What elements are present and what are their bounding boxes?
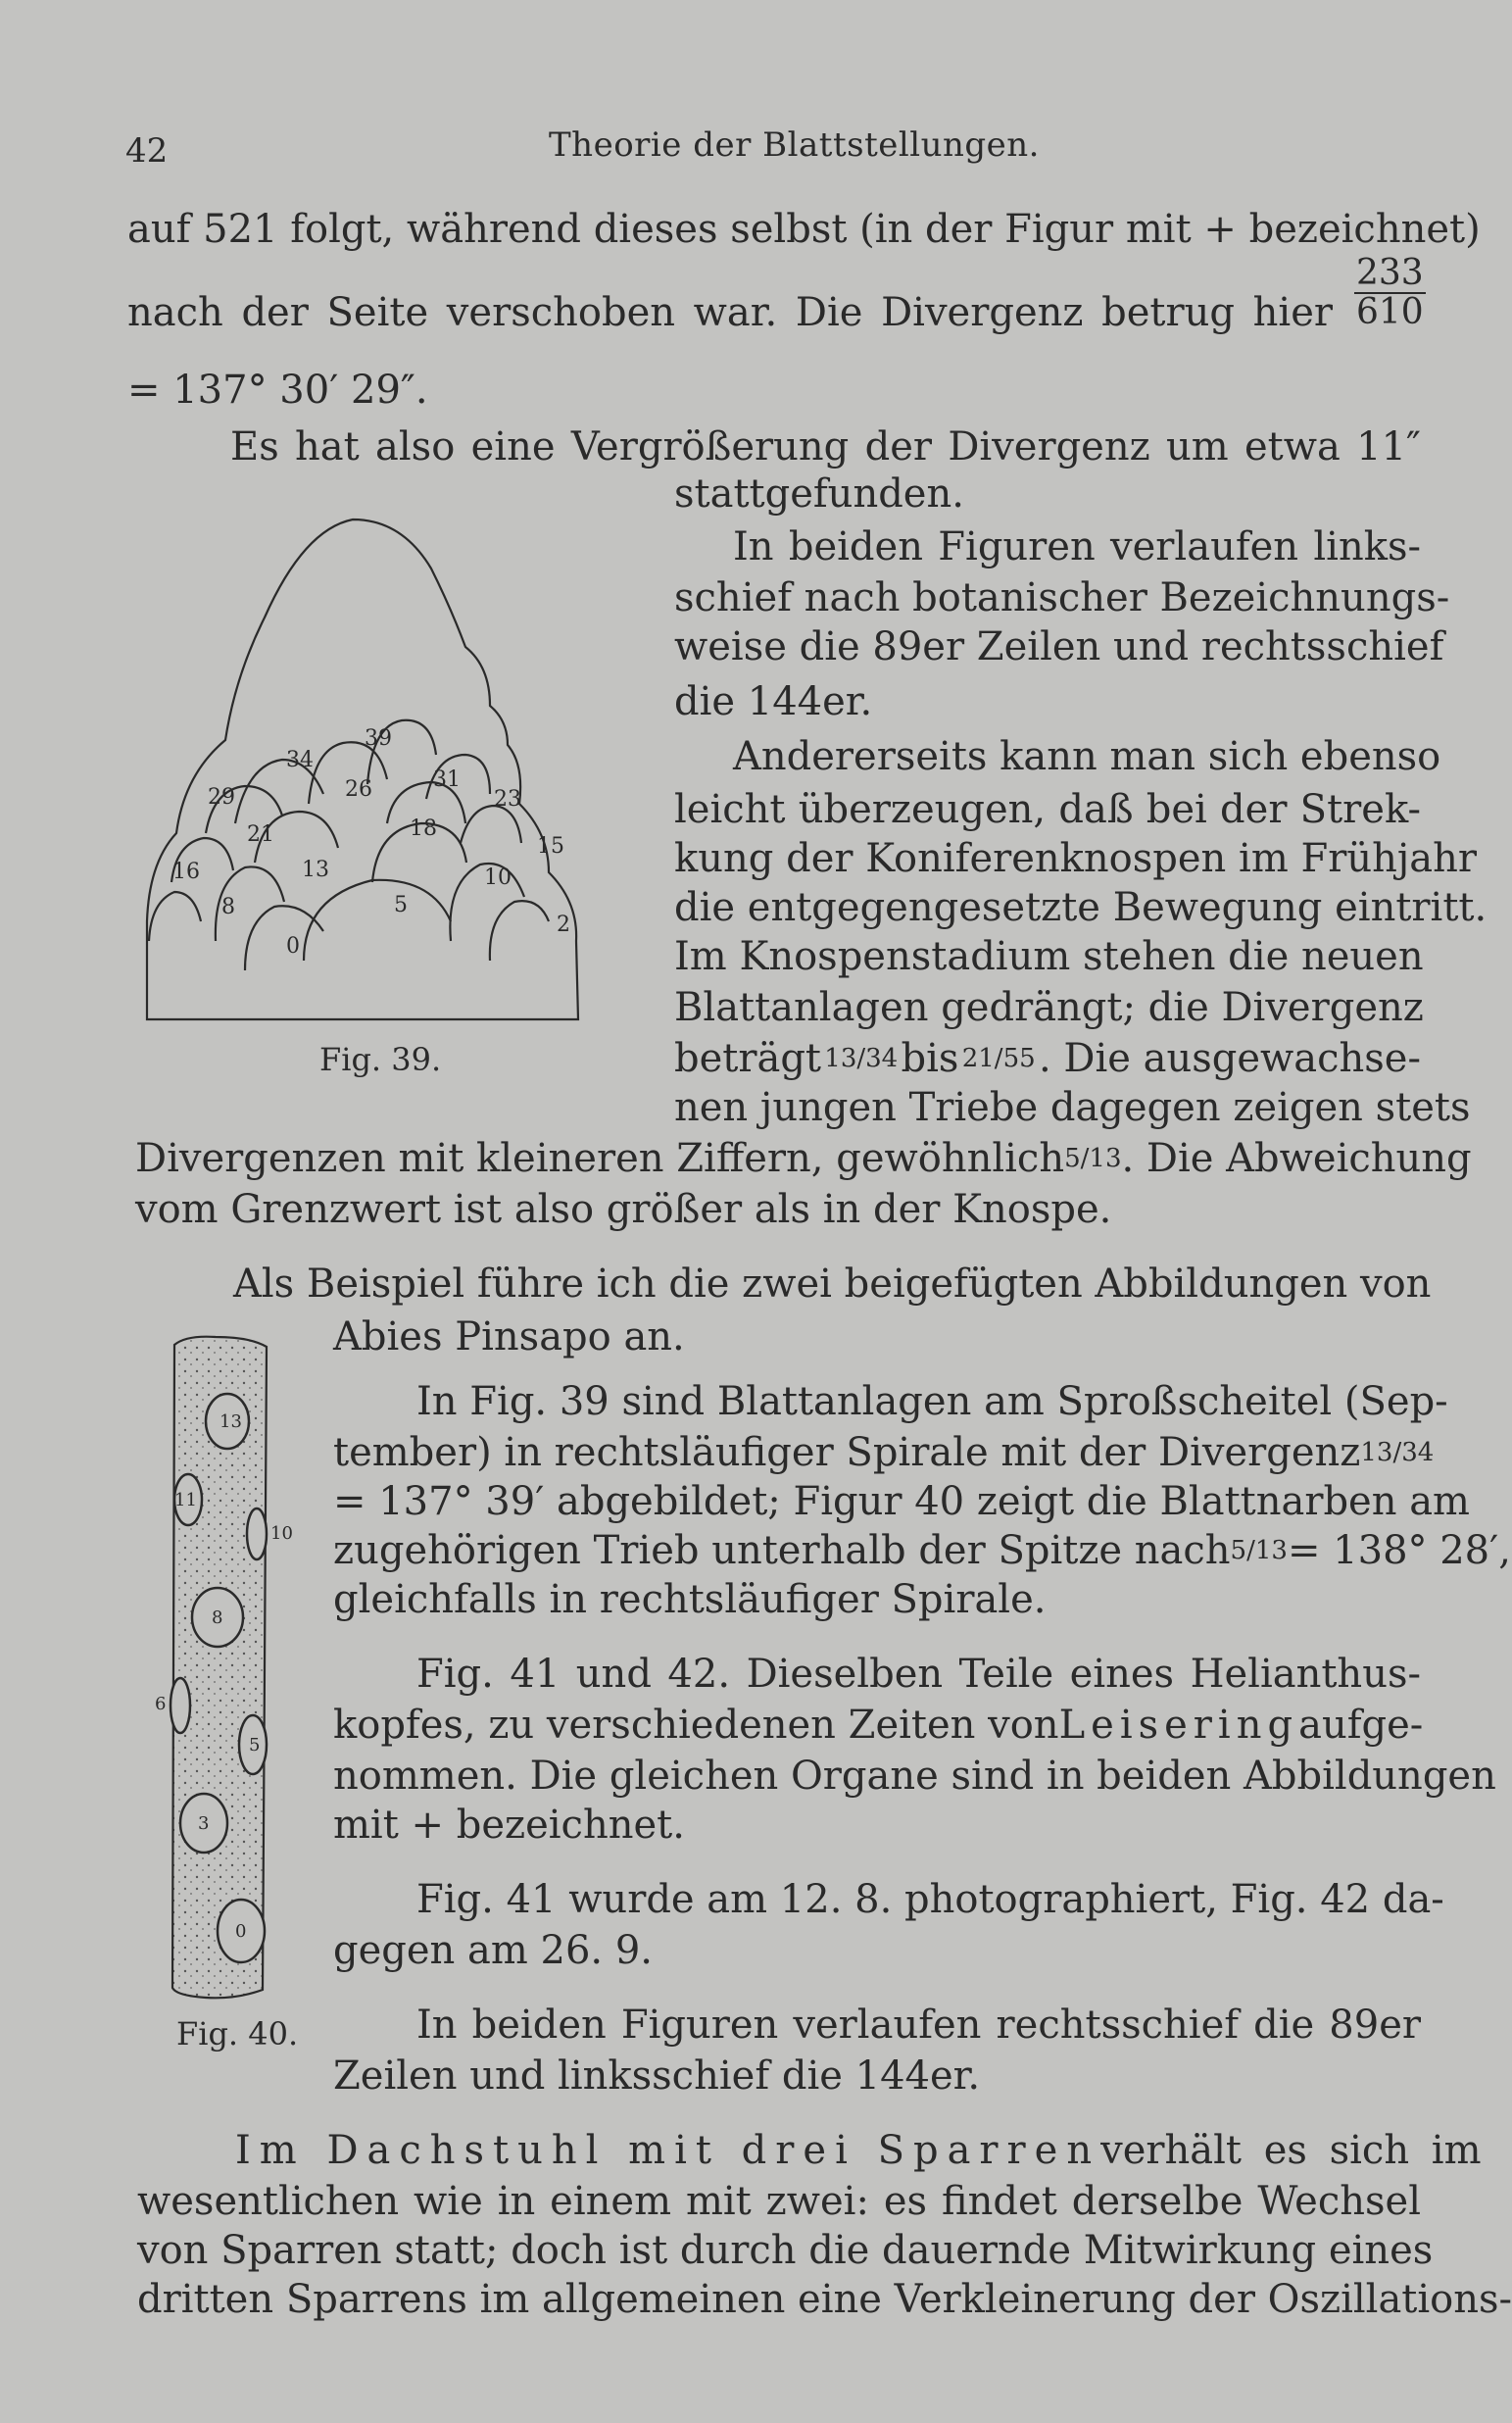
fraction-13-34-b: 13/34 — [1360, 1438, 1435, 1467]
figure-39 — [137, 510, 608, 1039]
fig40-label-11: 11 — [174, 1490, 197, 1510]
para3-line5: Im Knospenstadium stehen die neuen — [674, 934, 1424, 979]
para5-line4-b: = 138° 28′, — [1287, 1528, 1511, 1573]
fig39-label-34: 34 — [286, 748, 314, 772]
para9-line1 — [235, 2125, 1482, 2176]
para5-line4 — [333, 1525, 1511, 1576]
fig39-label-39: 39 — [365, 726, 392, 751]
para3-line9 — [135, 1133, 1472, 1184]
para5-line1: In Fig. 39 sind Blattanlagen am Sproßscheitel (Sep- — [416, 1379, 1448, 1424]
para3-line2: leicht überzeugen, daß bei der Strek- — [674, 787, 1421, 832]
para3-line10: vom Grenzwert ist also größer als in der Knospe. — [135, 1187, 1112, 1232]
figure-40 — [147, 1333, 293, 2000]
fig40-scar-6 — [171, 1678, 190, 1733]
fig39-bud-outline — [147, 519, 578, 1019]
para4-line1: Als Beispiel führe ich die zwei beigefügten Abbildungen von — [233, 1261, 1432, 1307]
fraction-21-55: 21/55 — [961, 1044, 1036, 1073]
fig39-label-5: 5 — [394, 893, 408, 917]
para3-line7-a: beträgt — [674, 1036, 821, 1081]
para3-line7-c: . Die ausgewachse- — [1038, 1036, 1421, 1081]
fig39-caption: Fig. 39. — [319, 1041, 442, 1078]
author-name: Leisering — [1058, 1703, 1299, 1748]
para3-line9-b: . Die Abweichung — [1121, 1136, 1472, 1181]
para3-line8: nen jungen Triebe dagegen zeigen stets — [674, 1085, 1471, 1130]
para3-line7 — [674, 1033, 1421, 1084]
fig40-label-8: 8 — [212, 1607, 223, 1628]
para6-line4: mit + bezeichnet. — [333, 1803, 685, 1848]
fig39-label-26: 26 — [345, 777, 372, 802]
para6-line3: nommen. Die gleichen Organe sind in beiden Abbildungen — [333, 1754, 1496, 1799]
para9-line2: wesentlichen wie in einem mit zwei: es findet derselbe Wechsel — [137, 2179, 1421, 2224]
fraction-numerator: 233 — [1356, 253, 1424, 293]
fig39-label-31: 31 — [433, 767, 461, 792]
fig39-label-10: 10 — [484, 865, 512, 890]
fig39-label-13: 13 — [302, 858, 329, 882]
para3-line3: kung der Koniferenknospen im Frühjahr — [674, 836, 1478, 881]
para6-line1: Fig. 41 und 42. Dieselben Teile eines Helianthus- — [416, 1652, 1421, 1697]
para1-line3: = 137° 30′ 29″. — [127, 368, 428, 413]
fig40-caption: Fig. 40. — [176, 2015, 299, 2052]
para2-line2: schief nach botanischer Bezeichnungs- — [674, 575, 1450, 620]
para3-line6: Blattanlagen gedrängt; die Divergenz — [674, 985, 1424, 1030]
fig39-label-29: 29 — [208, 785, 235, 810]
para1-line2-text: nach der Seite verschoben war. Die Divergenz betrug hier — [127, 290, 1333, 335]
fig39-label-18: 18 — [410, 816, 437, 841]
para3-line9-a: Divergenzen mit kleineren Ziffern, gewöhnlich — [135, 1136, 1065, 1181]
fig40-label-6: 6 — [155, 1694, 167, 1714]
fig40-label-13: 13 — [219, 1411, 242, 1432]
para5-line2-a: tember) in rechtsläufiger Spirale mit der Divergenz — [333, 1430, 1361, 1475]
page-number: 42 — [125, 131, 169, 171]
fraction-5-13: 5/13 — [1064, 1144, 1122, 1173]
section-term: Im Dachstuhl mit drei Sparren — [235, 2128, 1101, 2173]
para5-line4-a: zugehörigen Trieb unterhalb der Spitze nach — [333, 1528, 1231, 1573]
fig39-label-16: 16 — [172, 860, 200, 884]
para4-line2: Abies Pinsapo an. — [333, 1314, 685, 1360]
fig39-label-23: 23 — [494, 787, 521, 812]
para6-line2-c: aufge- — [1298, 1703, 1424, 1748]
fraction-13-34: 13/34 — [824, 1044, 899, 1073]
para8-line1: In beiden Figuren verlaufen rechtsschief die 89er — [416, 2003, 1421, 2048]
fig40-label-0: 0 — [235, 1921, 247, 1942]
para3-line7-b: bis — [901, 1036, 959, 1081]
para9-line4: dritten Sparrens im allgemeinen eine Verkleinerung der Oszillations- — [137, 2277, 1512, 2322]
para2-line3: weise die 89er Zeilen und rechtsschief — [674, 624, 1444, 669]
para1-line1: auf 521 folgt, während dieses selbst (in der Figur mit + bezeichnet) — [127, 207, 1481, 252]
fraction-denominator: 610 — [1356, 292, 1424, 332]
fig40-label-3: 3 — [198, 1813, 210, 1834]
fig40-label-5: 5 — [249, 1735, 261, 1755]
para2-line1: In beiden Figuren verlaufen links- — [733, 524, 1421, 569]
para9-line1-b: verhält es sich im — [1100, 2128, 1482, 2173]
para1-line5: stattgefunden. — [674, 471, 964, 517]
para7-line2: gegen am 26. 9. — [333, 1928, 654, 1973]
fig40-scar-10 — [247, 1508, 267, 1559]
para3-line1: Andererseits kann man sich ebenso — [733, 734, 1441, 779]
fig39-label-2: 2 — [557, 913, 570, 937]
para2-line4: die 144er. — [674, 679, 873, 724]
para1-line4: Es hat also eine Vergrößerung der Divergenz um etwa 11″ — [230, 424, 1421, 470]
fig39-label-15: 15 — [537, 834, 564, 859]
para6-line2-a: kopfes, zu verschiedenen Zeiten von — [333, 1703, 1059, 1748]
para9-line3: von Sparren statt; doch ist durch die dauernde Mitwirkung eines — [137, 2228, 1434, 2273]
para7-line1: Fig. 41 wurde am 12. 8. photographiert, Fig. 42 da- — [416, 1877, 1444, 1922]
fig39-label-8: 8 — [221, 895, 235, 919]
para3-line4: die entgegengesetzte Bewegung eintritt. — [674, 885, 1488, 930]
para1-line2 — [127, 253, 1424, 338]
fig39-label-0: 0 — [286, 934, 300, 959]
divergence-fraction — [1354, 255, 1426, 331]
fig39-label-21: 21 — [247, 822, 274, 847]
para5-line2 — [333, 1427, 1435, 1478]
para5-line3: = 137° 39′ abgebildet; Figur 40 zeigt die Blattnarben am — [333, 1479, 1470, 1524]
para6-line2 — [333, 1700, 1424, 1751]
fraction-5-13-b: 5/13 — [1230, 1536, 1288, 1565]
running-title: Theorie der Blattstellungen. — [549, 125, 1040, 165]
fig40-label-10: 10 — [270, 1523, 293, 1544]
para5-line5: gleichfalls in rechtsläufiger Spirale. — [333, 1577, 1047, 1622]
para8-line2: Zeilen und linksschief die 144er. — [333, 2053, 981, 2099]
